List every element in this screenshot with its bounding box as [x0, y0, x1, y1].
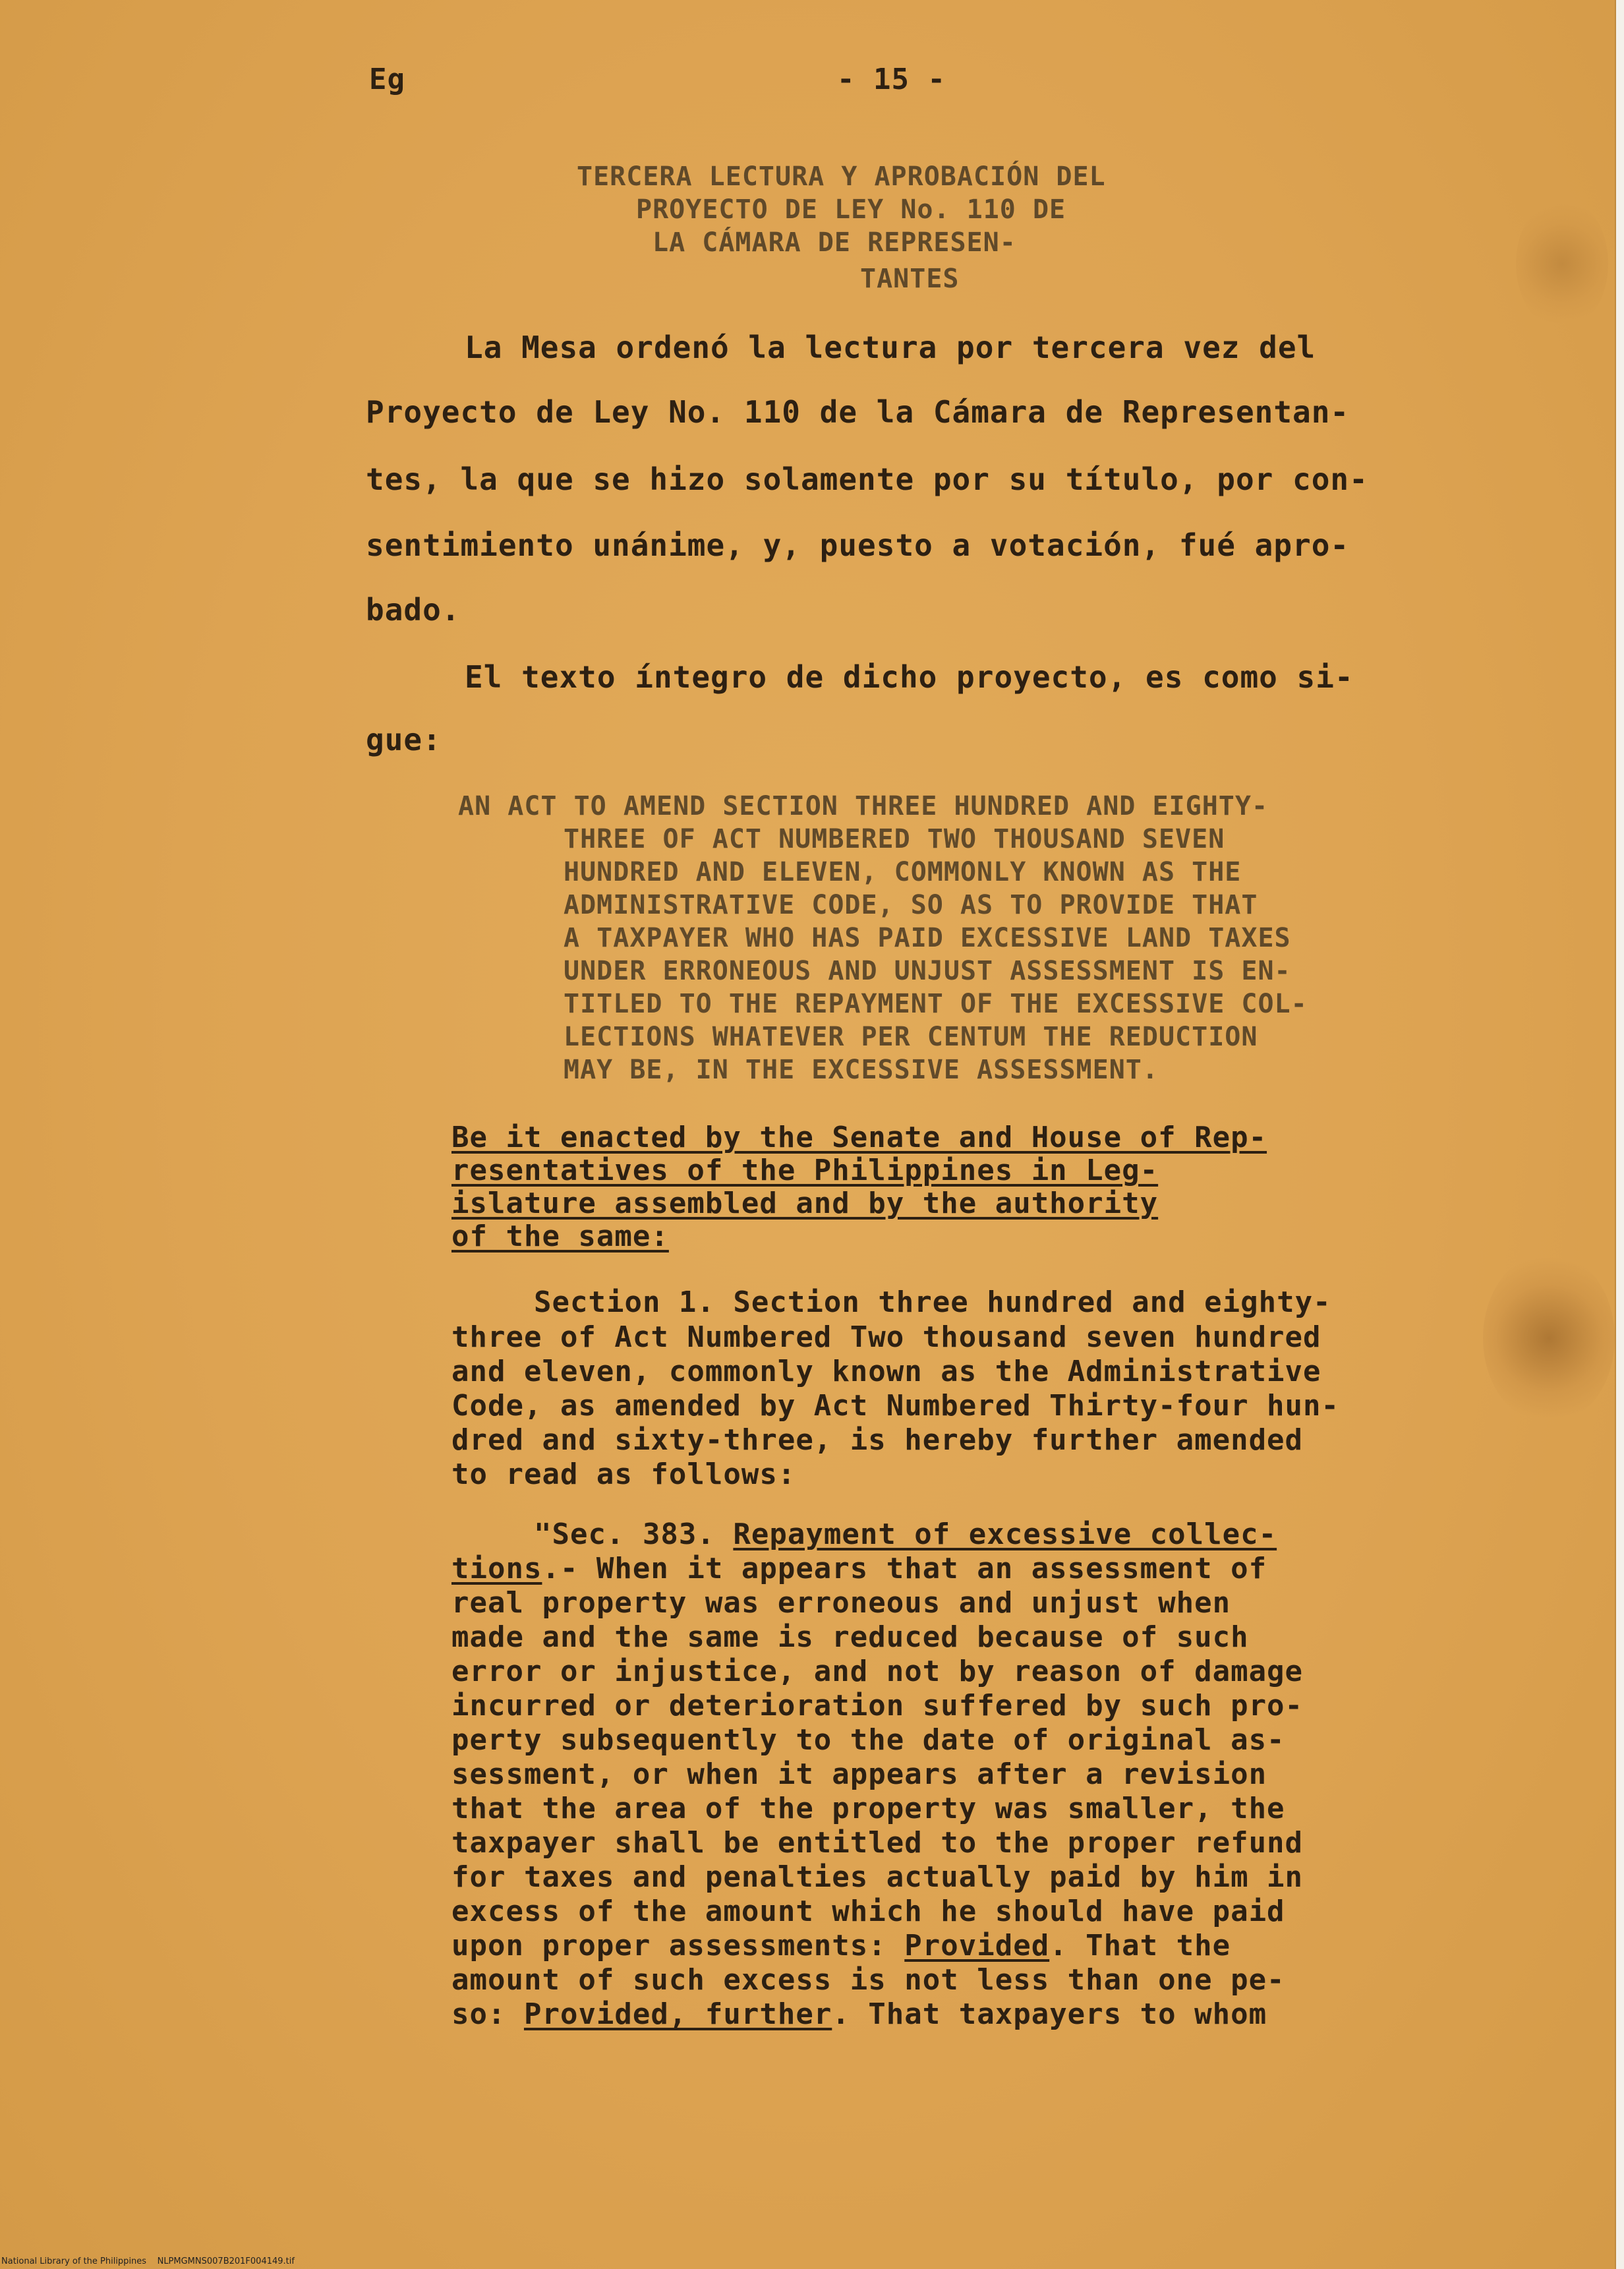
act-title-line: UNDER ERRONEOUS AND UNJUST ASSESSMENT IS EN-	[564, 956, 1291, 986]
sec383-text-line: amount of such excess is not less than one pe-	[451, 1963, 1285, 1997]
paragraph-line: sentimiento unánime, y, puesto a votación, fué apro-	[366, 527, 1350, 563]
provided-underlined: Provided	[904, 1929, 1050, 1962]
sec383-text-line	[451, 1997, 1267, 2031]
typist-initials: Eg	[369, 63, 405, 96]
sec383-text: so:	[451, 1997, 524, 2031]
sec383-text-line: perty subsequently to the date of original as-	[451, 1723, 1285, 1757]
sec383-text-line: for taxes and penalties actually paid by him in	[451, 1860, 1304, 1894]
act-title-line: AN ACT TO AMEND SECTION THREE HUNDRED AND EIGHTY-	[458, 791, 1269, 821]
sec383-text: . That the	[1049, 1929, 1231, 1962]
sec383-heading-line	[534, 1518, 1277, 1551]
enacting-clause-line: islature assembled and by the authority	[451, 1187, 1159, 1220]
act-title-line: A TAXPAYER WHO HAS PAID EXCESSIVE LAND TAXES	[564, 923, 1291, 953]
stain-mark	[1516, 198, 1608, 330]
sec383-text-line: made and the same is reduced because of such	[451, 1620, 1249, 1654]
section-heading-line: PROYECTO DE LEY No. 110 DE	[636, 194, 1066, 225]
act-title-line: MAY BE, IN THE EXCESSIVE ASSESSMENT.	[564, 1055, 1159, 1085]
sec383-text-line	[451, 1552, 1267, 1585]
paragraph-line: bado.	[366, 592, 461, 628]
sec383-title-underlined: Repayment of excessive collec-	[733, 1518, 1277, 1551]
sec383-text-line: real property was erroneous and unjust when	[451, 1586, 1231, 1620]
sec383-text-line: taxpayer shall be entitled to the proper refund	[451, 1826, 1304, 1860]
act-title-line: TITLED TO THE REPAYMENT OF THE EXCESSIVE COL-	[564, 989, 1308, 1019]
scan-footer-caption: National Library of the Philippines NLPMGMNS007B201F004149.tif	[1, 2256, 295, 2266]
paragraph-line: gue:	[366, 722, 442, 757]
sec383-text: . That taxpayers to whom	[832, 1997, 1267, 2031]
sec383-text: upon proper assessments:	[451, 1929, 905, 1962]
enacting-clause-line: Be it enacted by the Senate and House of Rep-	[451, 1121, 1267, 1154]
act-title-line: THREE OF ACT NUMBERED TWO THOUSAND SEVEN	[564, 824, 1225, 854]
sec383-text-line: incurred or deterioration suffered by such pro-	[451, 1689, 1304, 1723]
paragraph-line: tes, la que se hizo solamente por su título, por con-	[366, 461, 1368, 497]
sec383-title-underlined: tions	[451, 1552, 542, 1585]
stain-mark	[1483, 1252, 1615, 1424]
provided-further-underlined: Provided, further	[523, 1997, 832, 2031]
paragraph-line: La Mesa ordenó la lectura por tercera vez del	[465, 330, 1316, 365]
sec383-text: .- When it appears that an assessment of	[542, 1552, 1267, 1585]
section-heading-line: TANTES	[860, 264, 960, 294]
sec383-prefix: "Sec. 383.	[534, 1518, 734, 1551]
section-text-line: Section 1. Section three hundred and eighty-	[534, 1285, 1331, 1319]
sec383-text-line: that the area of the property was smaller, the	[451, 1792, 1285, 1825]
act-title-line: HUNDRED AND ELEVEN, COMMONLY KNOWN AS THE	[564, 857, 1242, 887]
section-text-line: to read as follows:	[451, 1458, 796, 1491]
sec383-text-line	[451, 1929, 1231, 1962]
scan-edge	[1616, 0, 1624, 2269]
act-title-line: ADMINISTRATIVE CODE, SO AS TO PROVIDE THAT	[564, 890, 1258, 920]
section-text-line: dred and sixty-three, is hereby further amended	[451, 1423, 1304, 1457]
section-text-line: three of Act Numbered Two thousand seven hundred	[451, 1320, 1321, 1354]
act-title-line: LECTIONS WHATEVER PER CENTUM THE REDUCTION	[564, 1022, 1258, 1052]
paragraph-line: El texto íntegro de dicho proyecto, es como si-	[465, 659, 1354, 695]
section-heading-line: LA CÁMARA DE REPRESEN-	[652, 227, 1016, 258]
sec383-text-line: sessment, or when it appears after a revision	[451, 1757, 1267, 1791]
section-heading-line: TERCERA LECTURA Y APROBACIÓN DEL	[577, 162, 1106, 192]
section-text-line: Code, as amended by Act Numbered Thirty-four hun-	[451, 1389, 1340, 1423]
sec383-text-line: excess of the amount which he should have paid	[451, 1895, 1285, 1928]
paragraph-line: Proyecto de Ley No. 110 de la Cámara de Representan-	[366, 394, 1350, 430]
section-text-line: and eleven, commonly known as the Administrative	[451, 1355, 1321, 1388]
sec383-text-line: error or injustice, and not by reason of damage	[451, 1655, 1304, 1688]
enacting-clause-line: of the same:	[451, 1220, 669, 1253]
page-number: - 15 -	[837, 63, 946, 96]
enacting-clause-line: resentatives of the Philippines in Leg-	[451, 1154, 1159, 1187]
